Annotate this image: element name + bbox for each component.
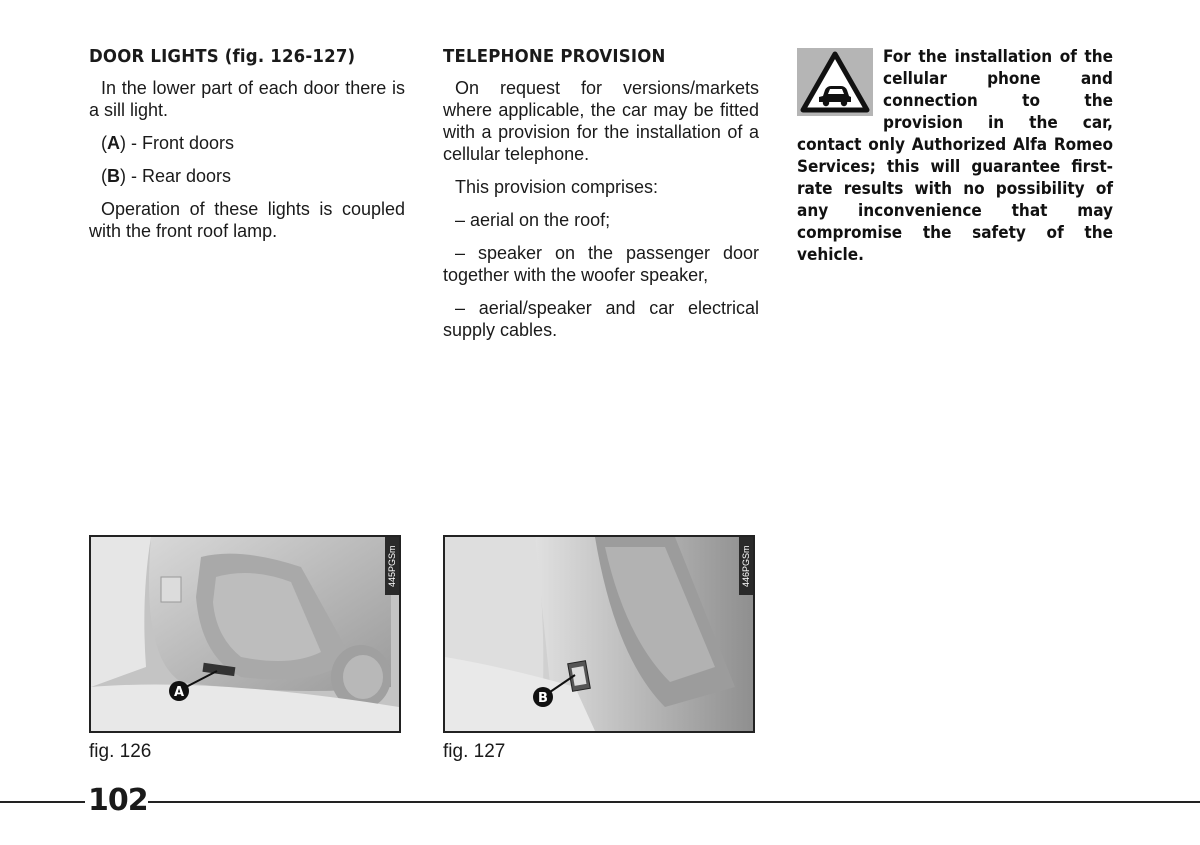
footer-rule-left [0, 801, 85, 803]
telephone-item-aerial: – aerial on the roof; [455, 210, 611, 230]
warning-box [797, 46, 1113, 266]
item-b-letter: B [107, 166, 120, 186]
door-lights-operation: Operation of these lights is coupled with the front roof lamp. [89, 199, 405, 241]
item-a-text: - Front doors [126, 133, 235, 153]
telephone-intro: On request for versions/markets where applicable, the car may be fitted with a provision for the installation of a cellular telephone. [443, 78, 759, 164]
item-a-letter: A [107, 133, 120, 153]
door-lights-fig-ref: (fig. 126-127) [224, 46, 356, 67]
item-rear-doors: (B) - Rear doors [101, 166, 232, 186]
page-number: 102 [88, 783, 148, 818]
door-lights-heading [89, 46, 380, 67]
figure-126-image [89, 535, 401, 733]
door-lights-title: DOOR LIGHTS [89, 46, 219, 67]
item-b-text: - Rear doors [126, 166, 232, 186]
figure-126-marker: A [173, 685, 185, 700]
item-front-doors: (A) - Front doors [101, 133, 235, 153]
warning-body: For the installation of the cellular phone and connection to the provision in the car, contact only Authorized Alfa Romeo Services; this will guarantee first-rate results with no possibility of any inconvenience that may compromise the safety of the vehicle. [797, 47, 1113, 265]
telephone-section [443, 46, 759, 352]
figure-126-caption: fig. 126 [89, 741, 152, 762]
figure-127-image [443, 535, 755, 733]
telephone-comprises: This provision comprises: [455, 177, 659, 197]
telephone-item-cables: – aerial/speaker and car electrical supply cables. [443, 298, 759, 340]
telephone-title: TELEPHONE PROVISION [443, 46, 666, 67]
footer-rule-right [148, 801, 1200, 803]
warning-car-triangle-icon [797, 48, 873, 116]
figure-127-code: 446PGSm [739, 537, 753, 595]
telephone-item-speaker: – speaker on the passenger door together with the woofer speaker, [443, 243, 759, 285]
figure-127-marker: B [538, 691, 548, 706]
door-lights-intro: In the lower part of each door there is a sill light. [89, 78, 405, 120]
figure-126-code: 445PGSm [385, 537, 399, 595]
door-lights-section [89, 46, 405, 253]
figure-127-caption: fig. 127 [443, 741, 506, 762]
warning-note [797, 46, 1113, 266]
